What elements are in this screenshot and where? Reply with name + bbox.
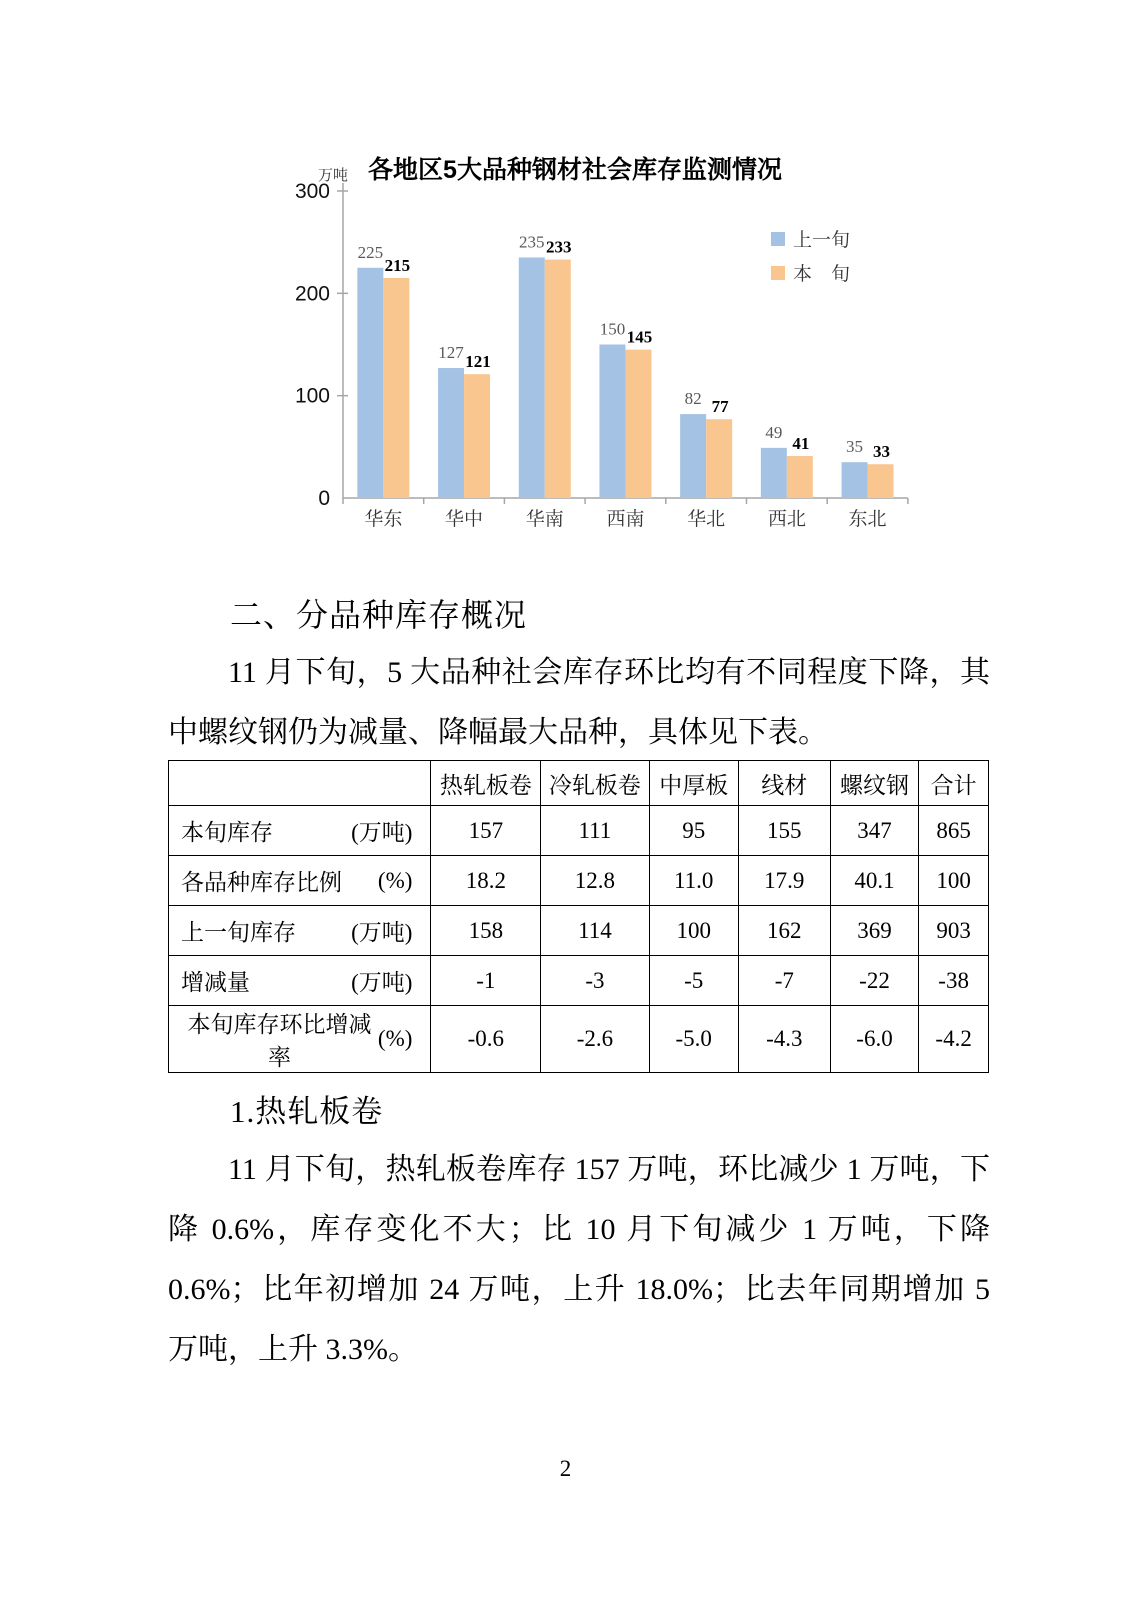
table-header-cell-5: 螺纹钢: [830, 761, 919, 806]
table-cell-2-5: 903: [919, 906, 989, 956]
legend-swatch-1: [771, 266, 785, 280]
inventory-table: [168, 760, 989, 1073]
bar-value-curr-0: 215: [384, 255, 411, 275]
section3-paragraph: 11 月下旬，热轧板卷库存 157 万吨，环比减少 1 万吨，下降 0.6%，库存变化不大；比 10 月下旬减少 1 万吨，下降 0.6%；比年初增加 24 万吨，上升 18.0%；比去年同期增加 5 万吨，上升 3.3%。: [168, 1153, 990, 1366]
section-heading-3: 1.热轧板卷: [230, 1094, 384, 1129]
row-label-wrap: [169, 814, 430, 847]
bar-value-prev-0: 225: [357, 242, 384, 262]
table-cell-1-2: 11.0: [649, 856, 738, 906]
table-cell-0-3: 155: [738, 806, 830, 856]
table-cell-2-0: 158: [431, 906, 541, 956]
table-cell-2-3: 162: [738, 906, 830, 956]
bar-value-prev-6: 35: [846, 437, 864, 457]
bar-value-curr-1: 121: [465, 352, 491, 372]
table-cell-0-1: 111: [541, 806, 649, 856]
bar-prev-3: [599, 345, 625, 499]
bar-curr-3: [625, 350, 651, 498]
bar-prev-6: [842, 462, 868, 498]
legend-swatch-0: [771, 232, 785, 246]
table-row-0: [169, 806, 989, 856]
bar-curr-5: [787, 456, 813, 498]
row-label-cell-3: [169, 956, 431, 1006]
row-label-cell-0: [169, 806, 431, 856]
bar-value-prev-1: 127: [438, 343, 464, 363]
table-cell-2-1: 114: [541, 906, 649, 956]
table-head: [169, 761, 989, 806]
table-header-cell-6: 合计: [919, 761, 989, 806]
y-tick-label: 0: [318, 487, 330, 510]
row-label: 本旬库存环比增减率: [187, 1012, 372, 1070]
bar-curr-2: [545, 260, 571, 498]
bar-value-prev-3: 150: [599, 319, 626, 339]
category-label-2: 华南: [525, 509, 564, 530]
row-label: 上一旬库存: [181, 920, 296, 945]
table-row-4: [169, 1006, 989, 1073]
table-cell-0-0: 157: [431, 806, 541, 856]
table-cell-1-1: 12.8: [541, 856, 649, 906]
row-unit: (%): [377, 867, 413, 893]
table-body: [169, 806, 989, 1073]
category-label-6: 东北: [848, 509, 887, 530]
table-header-cell-2: 冷轧板卷: [541, 761, 649, 806]
row-unit: (万吨): [351, 920, 413, 945]
row-unit: (%): [377, 1026, 413, 1051]
bar-value-prev-2: 235: [519, 232, 545, 252]
bar-curr-4: [706, 419, 732, 498]
legend-label-0: 上一旬: [793, 230, 851, 251]
table-cell-4-5: -4.2: [919, 1006, 989, 1073]
table-cell-3-4: -22: [830, 956, 919, 1006]
table-cell-4-3: -4.3: [738, 1006, 830, 1073]
bar-prev-4: [680, 414, 706, 498]
y-tick-label: 100: [294, 384, 330, 408]
row-label: 各品种库存比例: [181, 870, 342, 895]
bar-chart-canvas: [290, 148, 1010, 548]
y-tick-label: 300: [294, 180, 330, 203]
row-label-cell-2: [169, 906, 431, 956]
legend-label-1: 本 旬: [793, 264, 851, 285]
bar-curr-6: [868, 464, 894, 498]
table-cell-0-4: 347: [830, 806, 919, 856]
inventory-bar-chart: [290, 148, 1010, 548]
bar-value-prev-4: 82: [684, 389, 702, 409]
table-cell-2-4: 369: [830, 906, 919, 956]
row-label: 本旬库存: [181, 820, 273, 845]
category-label-4: 华北: [687, 509, 726, 530]
table-cell-3-1: -3: [541, 956, 649, 1006]
table-cell-0-2: 95: [649, 806, 738, 856]
row-label-cell-1: [169, 856, 431, 906]
table-header-cell-0: [169, 761, 431, 806]
category-label-0: 华东: [364, 509, 403, 530]
row-unit: (万吨): [351, 970, 413, 995]
table-header-cell-4: 线材: [738, 761, 830, 806]
table-cell-1-0: 18.2: [431, 856, 541, 906]
bar-curr-0: [383, 278, 409, 498]
table-cell-1-5: 100: [919, 856, 989, 906]
section2-paragraph: 11 月下旬，5 大品种社会库存环比均有不同程度下降，其中螺纹钢仍为减量、降幅最大品种，具体见下表。: [168, 656, 990, 749]
table-header-cell-1: 热轧板卷: [431, 761, 541, 806]
bar-prev-1: [438, 368, 464, 498]
table-header-cell-3: 中厚板: [649, 761, 738, 806]
table-cell-1-4: 40.1: [830, 856, 919, 906]
bar-value-curr-3: 145: [626, 327, 653, 347]
category-label-3: 西南: [606, 509, 645, 530]
table-cell-3-2: -5: [649, 956, 738, 1006]
row-label-wrap: [169, 914, 430, 947]
table-cell-1-3: 17.9: [738, 856, 830, 906]
y-tick-label: 200: [294, 282, 330, 306]
row-label-cell-4: [169, 1006, 431, 1073]
page-number: 2: [559, 1456, 572, 1481]
bar-value-curr-2: 233: [546, 237, 572, 257]
table-cell-4-0: -0.6: [431, 1006, 541, 1073]
table-row-1: [169, 856, 989, 906]
table-cell-3-5: -38: [919, 956, 989, 1006]
table-row-2: [169, 906, 989, 956]
inventory-table-wrap: [168, 760, 989, 1073]
bar-curr-1: [464, 374, 490, 498]
bar-value-curr-4: 77: [711, 397, 729, 417]
bar-value-prev-5: 49: [765, 422, 783, 442]
category-label-1: 华中: [445, 509, 484, 530]
y-axis-unit-label: 万吨: [318, 168, 349, 184]
table-cell-4-4: -6.0: [830, 1006, 919, 1073]
row-label-wrap: [169, 964, 430, 997]
table-cell-3-0: -1: [431, 956, 541, 1006]
row-unit: (万吨): [351, 820, 413, 845]
table-row-3: [169, 956, 989, 1006]
section-heading-2: 二、分品种库存概况: [230, 597, 528, 633]
bar-prev-0: [357, 268, 383, 498]
bar-prev-5: [761, 448, 787, 498]
row-label-wrap: [169, 864, 430, 897]
table-cell-2-2: 100: [649, 906, 738, 956]
row-label: 增减量: [181, 970, 250, 995]
bar-prev-2: [519, 258, 545, 498]
category-label-5: 西北: [767, 509, 806, 530]
bar-value-curr-5: 41: [792, 434, 810, 454]
table-cell-0-5: 865: [919, 806, 989, 856]
chart-title: 各地区5大品种钢材社会库存监测情况: [368, 156, 782, 184]
table-cell-4-2: -5.0: [649, 1006, 738, 1073]
bar-value-curr-6: 33: [873, 442, 891, 462]
table-cell-3-3: -7: [738, 956, 830, 1006]
table-header-row: [169, 761, 989, 806]
table-cell-4-1: -2.6: [541, 1006, 649, 1073]
row-label-wrap: [169, 1006, 430, 1072]
